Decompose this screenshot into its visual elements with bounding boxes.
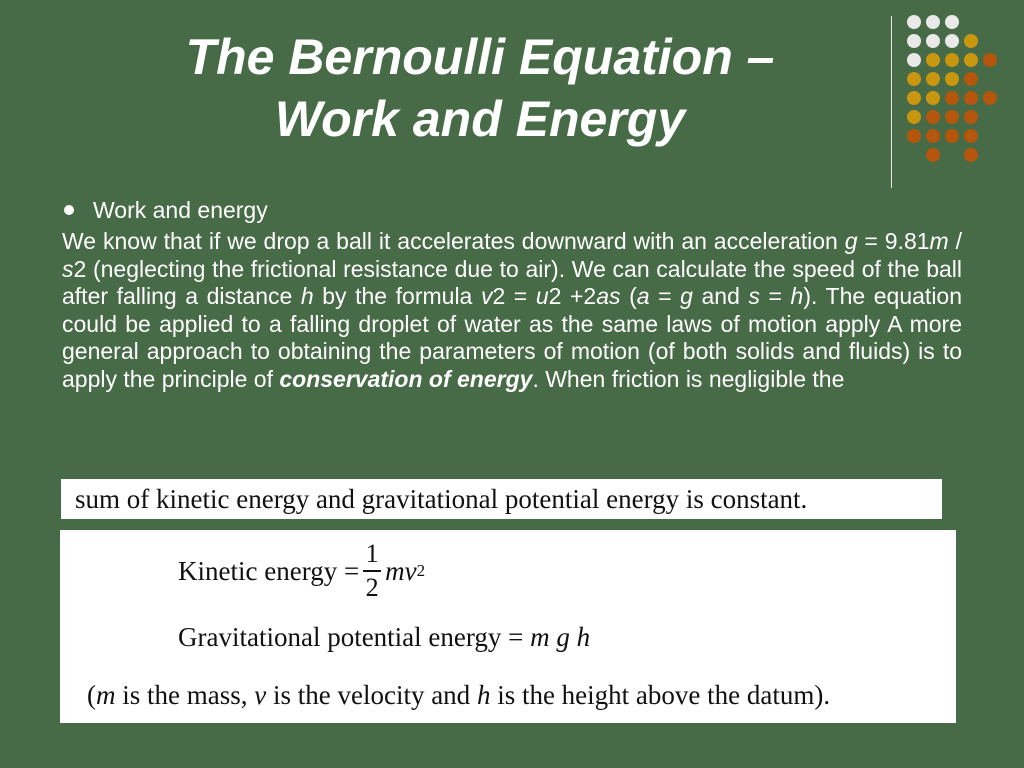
para-bold-term: conservation of energy — [279, 365, 533, 392]
body-paragraph — [62, 228, 962, 393]
decorative-dot — [964, 34, 978, 48]
decorative-dot — [964, 53, 978, 67]
para-italic: g — [680, 283, 693, 309]
decorative-dot — [926, 148, 940, 162]
ke-numerator: 1 — [365, 539, 379, 569]
decorative-dot — [945, 129, 959, 143]
para-text: ). The equation could be applied to a falling droplet of water as the same laws of motion apply A more general approach to obtaining the parameters of motion (of both solids and fluids) is to apply the principle of — [62, 283, 963, 392]
para-italic: m — [929, 228, 949, 254]
bullet-dot-icon — [64, 205, 74, 215]
dot-grid — [907, 15, 997, 162]
decorative-dot — [945, 91, 959, 105]
para-italic: a — [636, 283, 650, 309]
decorative-dot — [926, 91, 940, 105]
title-line-2: Work and Energy — [274, 91, 686, 147]
decorative-dot — [926, 72, 940, 86]
ke-velocity: v — [404, 555, 417, 586]
decorative-dot — [926, 129, 940, 143]
decorative-dot — [945, 15, 959, 29]
decorative-dot — [907, 15, 921, 29]
decorative-dot — [983, 53, 997, 67]
variables-note — [87, 680, 830, 711]
para-italic: u — [535, 283, 549, 309]
decorative-dot — [964, 129, 978, 143]
pe-label: Gravitational potential energy = — [178, 622, 531, 652]
ke-fraction — [363, 540, 381, 602]
decorative-dot — [945, 34, 959, 48]
ke-label: Kinetic energy = — [178, 555, 360, 586]
para-text: 2 +2 — [548, 283, 597, 309]
ke-exponent: 2 — [416, 561, 426, 580]
ke-mass: m — [385, 555, 405, 586]
energy-statement-box — [61, 479, 942, 519]
note-italic: v — [254, 680, 267, 710]
para-italic: s — [748, 283, 760, 309]
para-text: = — [759, 283, 791, 309]
para-italic: v — [480, 283, 493, 309]
decorative-dot — [945, 53, 959, 67]
para-text: and — [692, 283, 749, 309]
note-italic: m — [96, 680, 116, 710]
bullet-item — [62, 196, 268, 224]
decorative-dot — [907, 129, 921, 143]
decorative-dot — [945, 72, 959, 86]
decorative-dot — [907, 72, 921, 86]
decorative-dot — [945, 110, 959, 124]
energy-statement-text: sum of kinetic energy and gravitational potential energy is constant. — [75, 484, 808, 514]
para-text: = 9.81 — [857, 228, 930, 254]
decorative-dot — [926, 34, 940, 48]
decorative-dot — [964, 91, 978, 105]
para-italic: h — [790, 283, 804, 309]
decorative-dot — [964, 148, 978, 162]
decorative-dots-icon — [905, 11, 1024, 171]
note-text: is the height above the datum). — [490, 680, 831, 710]
para-italic: g — [844, 228, 858, 254]
note-text: is the velocity and — [266, 680, 477, 710]
para-italic: h — [300, 283, 314, 309]
slide-title — [60, 26, 900, 150]
para-text: / — [948, 228, 962, 254]
para-text: We know that if we drop a ball it accelerates downward with an acceleration — [62, 228, 845, 254]
para-text: 2 (neglecting the frictional resistance due to air). We can calculate the speed of the ball after falling a distance — [62, 255, 962, 309]
note-text: is the mass, — [115, 680, 255, 710]
kinetic-energy-equation — [178, 536, 425, 606]
para-text: ( — [620, 283, 637, 309]
note-italic: h — [476, 680, 491, 710]
decorative-dot — [983, 91, 997, 105]
pe-expression: m g h — [530, 622, 591, 652]
para-italic: as — [596, 283, 621, 309]
fraction-bar — [363, 570, 381, 572]
decorative-dot — [926, 110, 940, 124]
para-text: by the formula — [313, 283, 481, 309]
para-text: = — [649, 283, 681, 309]
decorative-dot — [907, 34, 921, 48]
decorative-dot — [926, 15, 940, 29]
para-text: 2 = — [492, 283, 536, 309]
decorative-dot — [907, 110, 921, 124]
decorative-dot — [964, 110, 978, 124]
title-line-1: The Bernoulli Equation – — [185, 29, 775, 85]
bullet-text: Work and energy — [93, 197, 268, 223]
para-italic: s — [62, 255, 74, 282]
equations-box — [60, 530, 956, 723]
potential-energy-equation — [178, 622, 590, 653]
decorative-dot — [907, 91, 921, 105]
decorative-dot — [907, 53, 921, 67]
decorative-dot — [926, 53, 940, 67]
para-text: . When friction is negligible the — [532, 365, 845, 392]
decorative-dot — [964, 72, 978, 86]
title-divider — [891, 16, 892, 188]
ke-denominator: 2 — [365, 572, 379, 602]
note-text: ( — [87, 680, 96, 710]
